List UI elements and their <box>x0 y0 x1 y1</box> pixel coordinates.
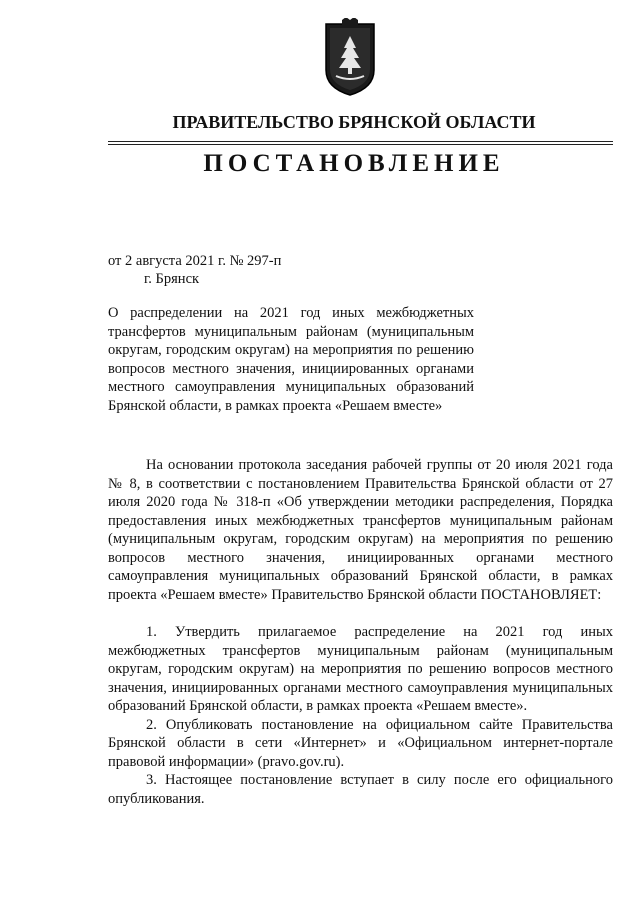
document-type-title: ПОСТАНОВЛЕНИЕ <box>203 150 505 177</box>
document-body <box>108 456 613 808</box>
header-divider-top <box>108 141 613 142</box>
coat-of-arms-emblem <box>322 18 378 98</box>
document-subject: О распределении на 2021 год иных межбюджетных трансфертов муниципальным районам (муниципальным округам, городским округам) на мероприятия по решению вопросов местного значения, инициированных органами местного самоуправления муниципальных образований Брянской области, в рамках проекта «Решаем вместе» <box>108 305 474 414</box>
resolution-item-1: 1. Утвердить прилагаемое распределение на 2021 год иных межбюджетных трансфертов муниципальным районам (муниципальным округам, городским округам) на мероприятия по решению вопросов местного значения, инициированных органами местного самоуправления муниципальных образований Брянской области, в рамках проекта «Решаем вместе». <box>108 624 613 714</box>
organization-name: ПРАВИТЕЛЬСТВО БРЯНСКОЙ ОБЛАСТИ <box>172 112 536 132</box>
resolution-item-3: 3. Настоящее постановление вступает в силу после его официального опубликования. <box>108 772 613 807</box>
resolution-item-2: 2. Опубликовать постановление на официальном сайте Правительства Брянской области в сети «Интернет» и «Официальном интернет-портале правовой информации» (pravo.gov.ru). <box>108 716 613 770</box>
preamble-paragraph: На основании протокола заседания рабочей группы от 20 июля 2021 года № 8, в соответствии с постановлением Правительства Брянской области от 27 июля 2020 года № 318-п «Об утверждении методики распределения, Порядка предоставления иных межбюджетных трансфертов муниципальным районам (муниципальным округам, городским округам) на мероприятия по решению вопросов местного значения, инициированных органами местного самоуправления муниципальных образований Брянской области, в рамках проекта «Решаем вместе» Правительство Брянской области ПОСТАНОВЛЯЕТ: <box>108 457 613 603</box>
header-divider-bottom <box>108 144 613 145</box>
document-city: г. Брянск <box>144 271 200 287</box>
document-date-number: от 2 августа 2021 г. № 297-п <box>108 253 282 269</box>
coat-of-arms-icon <box>322 18 378 98</box>
